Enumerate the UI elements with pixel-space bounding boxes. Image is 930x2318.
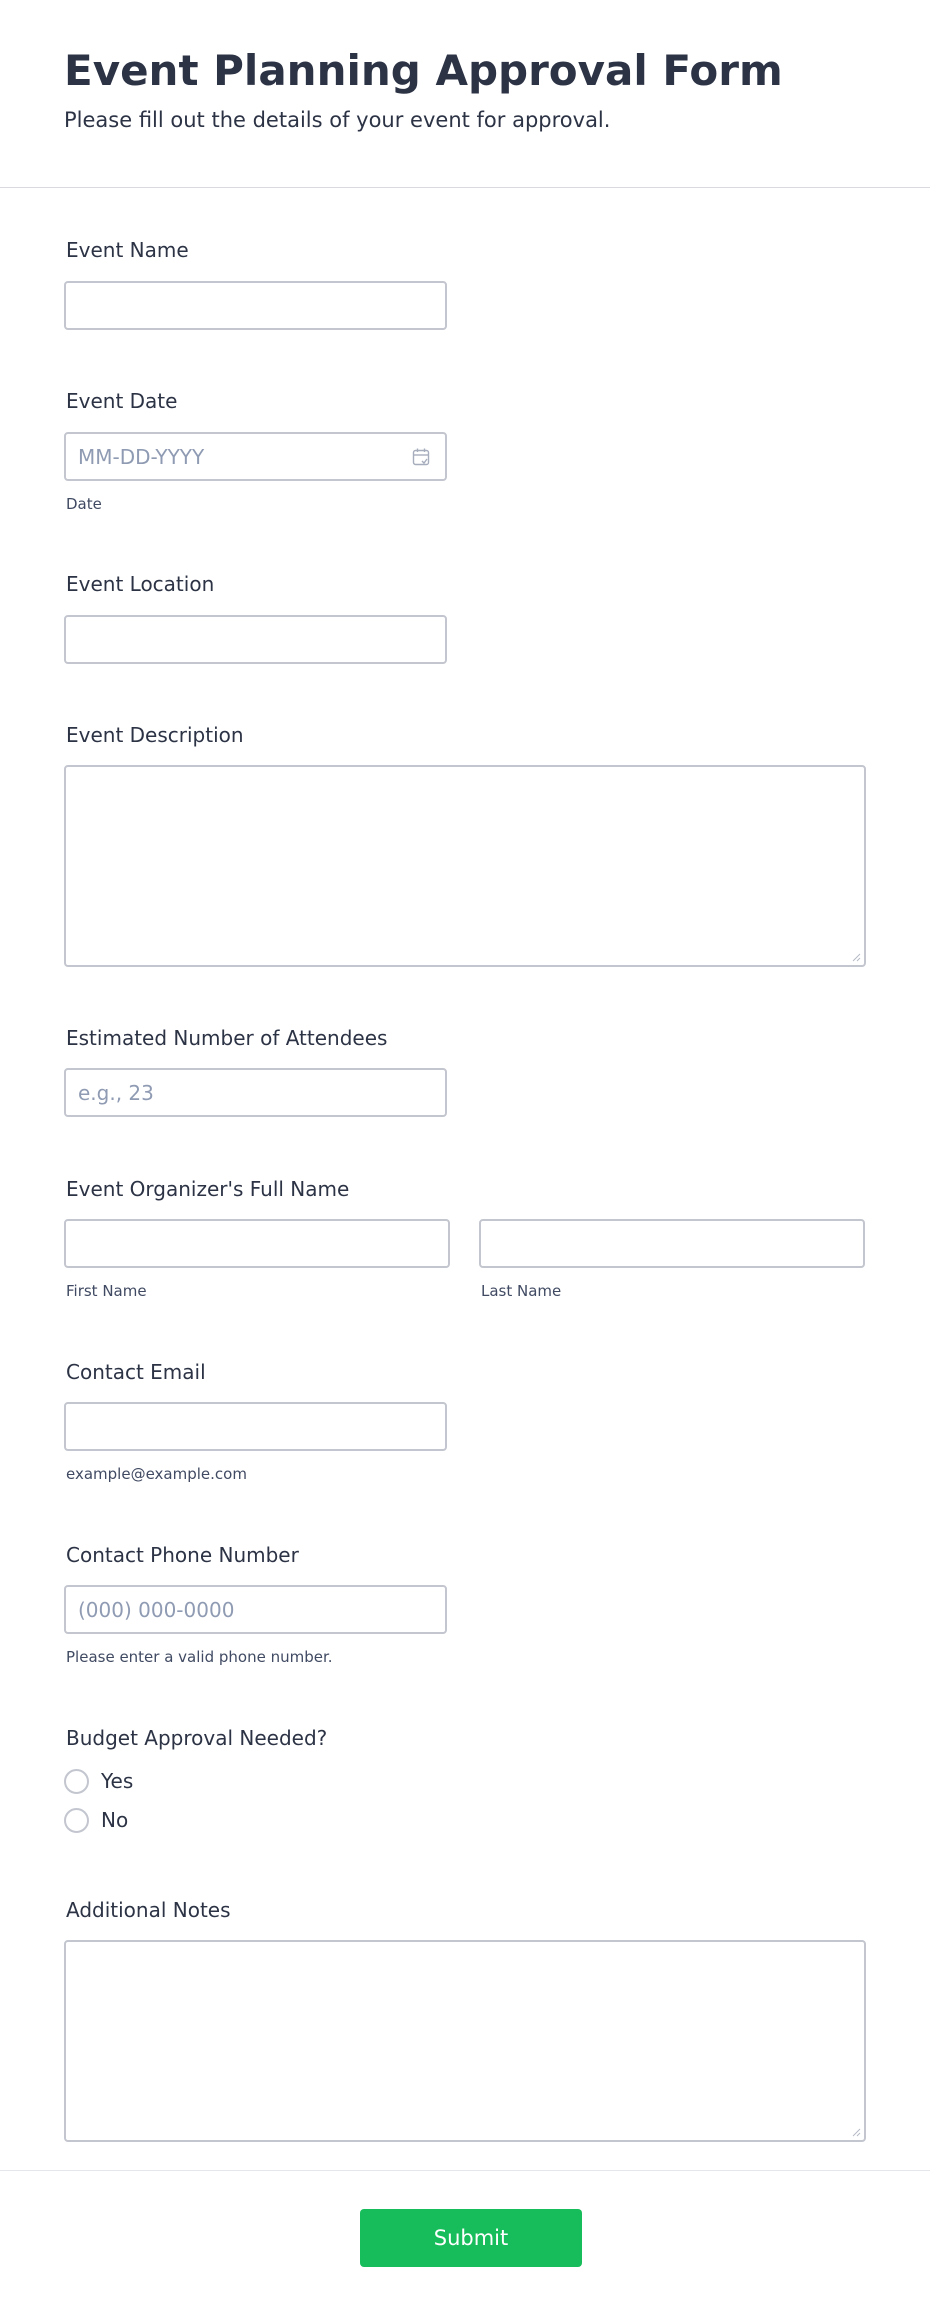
event-date-label: Event Date bbox=[66, 389, 178, 413]
page-title: Event Planning Approval Form bbox=[64, 46, 783, 95]
contact-phone-placeholder: (000) 000-0000 bbox=[78, 1598, 235, 1622]
event-date-input[interactable] bbox=[64, 432, 447, 481]
contact-email-sublabel: example@example.com bbox=[66, 1465, 247, 1483]
budget-approval-label: Budget Approval Needed? bbox=[66, 1726, 328, 1750]
form-header bbox=[0, 0, 930, 188]
attendees-input[interactable] bbox=[64, 1068, 447, 1117]
event-description-textarea[interactable] bbox=[64, 765, 866, 967]
first-name-sublabel: First Name bbox=[66, 1282, 147, 1300]
last-name-input[interactable] bbox=[479, 1219, 865, 1268]
organizer-name-label: Event Organizer's Full Name bbox=[66, 1177, 350, 1201]
contact-phone-sublabel: Please enter a valid phone number. bbox=[66, 1648, 333, 1666]
radio-yes-label[interactable]: Yes bbox=[101, 1769, 134, 1793]
resize-handle-icon[interactable] bbox=[851, 2127, 861, 2137]
event-name-input[interactable] bbox=[64, 281, 447, 330]
attendees-label: Estimated Number of Attendees bbox=[66, 1026, 388, 1050]
event-location-input[interactable] bbox=[64, 615, 447, 664]
radio-no-label[interactable]: No bbox=[101, 1808, 129, 1832]
footer-divider bbox=[0, 2170, 930, 2171]
event-description-label: Event Description bbox=[66, 723, 244, 747]
resize-handle-icon[interactable] bbox=[851, 952, 861, 962]
event-location-label: Event Location bbox=[66, 572, 215, 596]
calendar-icon[interactable] bbox=[411, 447, 431, 467]
radio-no[interactable] bbox=[64, 1808, 89, 1833]
event-date-placeholder: MM-DD-YYYY bbox=[78, 445, 205, 469]
contact-phone-input[interactable] bbox=[64, 1585, 447, 1634]
contact-phone-label: Contact Phone Number bbox=[66, 1543, 299, 1567]
event-date-sublabel: Date bbox=[66, 495, 102, 513]
last-name-sublabel: Last Name bbox=[481, 1282, 562, 1300]
additional-notes-label: Additional Notes bbox=[66, 1898, 231, 1922]
first-name-input[interactable] bbox=[64, 1219, 450, 1268]
additional-notes-textarea[interactable] bbox=[64, 1940, 866, 2142]
submit-button[interactable]: Submit bbox=[360, 2209, 582, 2267]
contact-email-input[interactable] bbox=[64, 1402, 447, 1451]
page-subtitle: Please fill out the details of your event for approval. bbox=[64, 108, 611, 132]
radio-yes[interactable] bbox=[64, 1769, 89, 1794]
contact-email-label: Contact Email bbox=[66, 1360, 206, 1384]
attendees-placeholder: e.g., 23 bbox=[78, 1081, 154, 1105]
event-name-label: Event Name bbox=[66, 238, 189, 262]
